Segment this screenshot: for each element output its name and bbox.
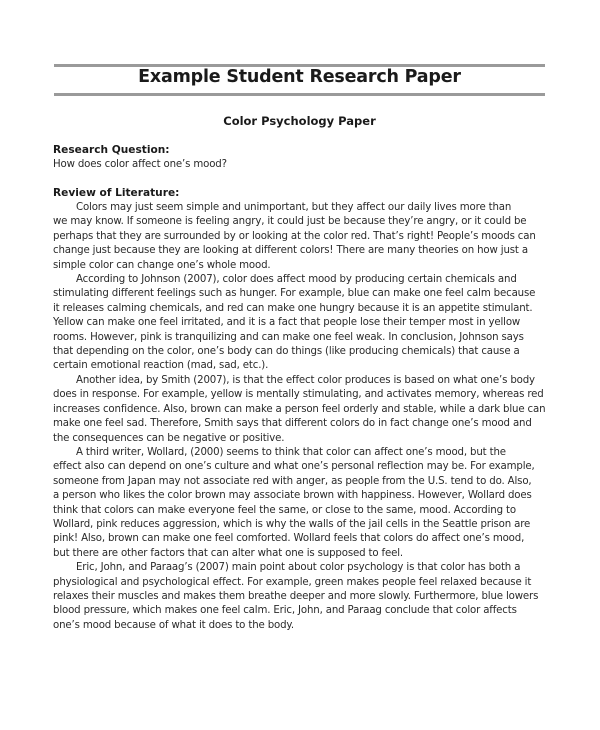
text-line: Eric, John, and Paraag’s (2007) main point about color psychology is that color has both a bbox=[76, 562, 521, 574]
research-question-heading: Research Question: bbox=[53, 144, 170, 156]
text-line: stimulating different feelings such as hunger. For example, blue can make one feel calm because bbox=[53, 288, 536, 300]
paragraph bbox=[53, 201, 553, 273]
text-line: think that colors can make everyone feel the same, or close to the same, mood. According to bbox=[53, 504, 516, 516]
paragraph bbox=[53, 374, 553, 446]
text-line: simple color can change one’s whole mood. bbox=[53, 259, 271, 271]
text-line: we may know. If someone is feeling angry, it could just be because they’re angry, or it could be bbox=[53, 216, 527, 228]
text-line: make one feel sad. Therefore, Smith says that different colors do in fact change one’s mood and bbox=[53, 418, 532, 430]
text-line: Yellow can make one feel irritated, and it is a fact that people lose their temper most in yellow bbox=[53, 317, 521, 329]
text-line: one’s mood because of what it does to the body. bbox=[53, 619, 294, 631]
text-line: the consequences can be negative or positive. bbox=[53, 432, 285, 444]
paragraph bbox=[53, 446, 553, 561]
text-line: blood pressure, which makes one feel calm. Eric, John, and Paraag conclude that color affects bbox=[53, 605, 517, 617]
text-line: certain emotional reaction (mad, sad, etc.). bbox=[53, 360, 269, 372]
text-line: effect also can depend on one’s culture and what one’s personal reflection may be. For example, bbox=[53, 461, 535, 473]
paper-subtitle: Color Psychology Paper bbox=[223, 114, 376, 128]
review-heading: Review of Literature: bbox=[53, 187, 180, 199]
review-body bbox=[53, 201, 553, 633]
text-line: rooms. However, pink is tranquilizing and can make one feel weak. In conclusion, Johnson says bbox=[53, 331, 524, 343]
text-line: A third writer, Wollard, (2000) seems to think that color can affect one’s mood, but the bbox=[76, 446, 506, 458]
text-line: a person who likes the color brown may associate brown with happiness. However, Wollard does bbox=[53, 490, 532, 502]
text-line: does in response. For example, yellow is mentally stimulating, and activates memory, whereas red bbox=[53, 389, 544, 401]
text-line: perhaps that they are surrounded by or looking at the color red. That’s right! People’s moods can bbox=[53, 230, 536, 242]
text-line: increases confidence. Also, brown can make a person feel orderly and stable, while a dark blue can bbox=[53, 403, 546, 415]
text-line: but there are other factors that can alter what one is supposed to feel. bbox=[53, 547, 403, 559]
research-question-text: How does color affect one’s mood? bbox=[53, 159, 227, 170]
text-line: relaxes their muscles and makes them breathe deeper and more slowly. Furthermore, blue lowers bbox=[53, 590, 539, 602]
page-title: Example Student Research Paper bbox=[138, 67, 461, 87]
text-line: someone from Japan may not associate red with anger, as people from the U.S. tend to do. Also, bbox=[53, 475, 532, 487]
text-line: According to Johnson (2007), color does affect mood by producing certain chemicals and bbox=[76, 274, 517, 286]
text-line: change just because they are looking at different colors! There are many theories on how just a bbox=[53, 245, 528, 257]
text-line: Another idea, by Smith (2007), is that the effect color produces is based on what one’s body bbox=[76, 374, 535, 386]
text-line: Wollard, pink reduces aggression, which is why the walls of the jail cells in the Seattle prison are bbox=[53, 518, 531, 530]
text-line: physiological and psychological effect. For example, green makes people feel relaxed because it bbox=[53, 576, 532, 588]
text-line: it releases calming chemicals, and red can make one hungry because it is an appetite stimulant. bbox=[53, 302, 533, 314]
header-bottom-rule bbox=[54, 93, 545, 96]
paragraph bbox=[53, 561, 553, 633]
text-line: Colors may just seem simple and unimportant, but they affect our daily lives more than bbox=[76, 202, 512, 213]
paragraph bbox=[53, 273, 553, 374]
text-line: that depending on the color, one’s body can do things (like producing chemicals) that cause a bbox=[53, 346, 520, 358]
text-line: pink! Also, brown can make one feel comforted. Wollard feels that colors do affect one’s mood, bbox=[53, 533, 525, 545]
